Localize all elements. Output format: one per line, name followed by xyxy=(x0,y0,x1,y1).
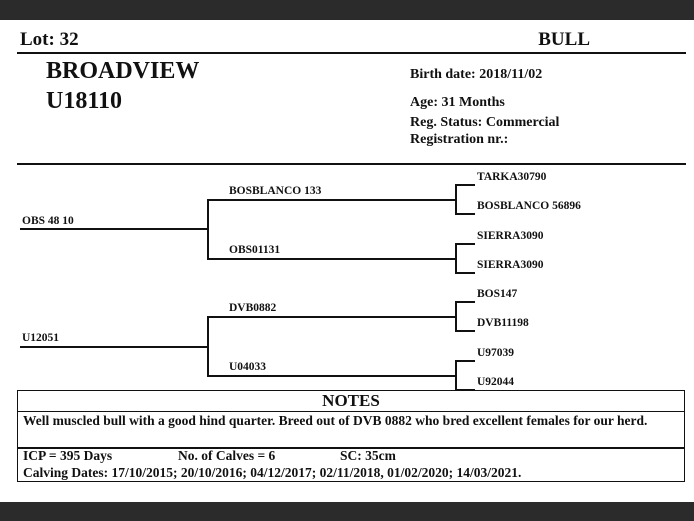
animal-type: BULL xyxy=(538,29,590,50)
gg-stub xyxy=(455,213,475,215)
dd-line xyxy=(207,375,456,377)
pedigree-divider xyxy=(17,163,686,165)
ggen-name: TARKA30790 xyxy=(477,171,547,183)
ggen-name: U97039 xyxy=(477,347,515,359)
ggen-name: DVB11198 xyxy=(477,317,529,329)
gg-stub xyxy=(455,272,475,274)
sire-bracket xyxy=(207,199,209,259)
ss-line xyxy=(207,199,456,201)
animal-id: U18110 xyxy=(46,88,123,114)
dam-bracket xyxy=(207,316,209,376)
ss-bracket xyxy=(455,184,457,214)
ds-line xyxy=(207,316,456,318)
gg-stub xyxy=(455,301,475,303)
age: Age: 31 Months xyxy=(410,95,505,110)
sale-lot-card xyxy=(0,20,694,502)
gg-stub xyxy=(455,360,475,362)
sire-name: OBS 48 10 xyxy=(22,215,74,227)
sire-dam-name: OBS01131 xyxy=(229,244,281,256)
gg-stub xyxy=(455,330,475,332)
lot-number xyxy=(20,29,79,51)
ggen-name: U92044 xyxy=(477,376,515,388)
dam-name: U12051 xyxy=(22,332,60,344)
ds-bracket xyxy=(455,301,457,331)
calving-dates: Calving Dates: 17/10/2015; 20/10/2016; 04/12/2017; 02/11/2018, 01/02/2020; 14/03/2021. xyxy=(23,465,522,480)
header-divider xyxy=(17,52,686,54)
dam-sire-name: DVB0882 xyxy=(229,302,277,314)
reg-status: Reg. Status: Commercial xyxy=(410,115,560,130)
dd-bracket xyxy=(455,360,457,390)
notes-title: NOTES xyxy=(18,391,684,412)
ggen-name: BOS147 xyxy=(477,288,518,300)
dam-line xyxy=(20,346,208,348)
ggen-name: BOSBLANCO 56896 xyxy=(477,200,581,212)
sire-line xyxy=(20,228,208,230)
sd-bracket xyxy=(455,243,457,273)
notes-text: Well muscled bull with a good hind quarter. Breed out of DVB 0882 who bred excellent females for our herd. xyxy=(23,413,648,428)
gg-stub xyxy=(455,184,475,186)
notes-panel xyxy=(17,390,685,482)
birth-date: Birth date: 2018/11/02 xyxy=(410,67,543,82)
lot-value: 32 xyxy=(59,29,79,50)
calf-count: No. of Calves = 6 xyxy=(178,448,276,463)
ggen-name: SIERRA3090 xyxy=(477,230,544,242)
registration-number: Registration nr.: xyxy=(410,132,509,147)
lot-label: Lot: xyxy=(20,29,55,50)
animal-name: BROADVIEW xyxy=(46,58,200,84)
sd-line xyxy=(207,258,456,260)
dam-dam-name: U04033 xyxy=(229,361,267,373)
gg-stub xyxy=(455,243,475,245)
scrotal-circumference: SC: 35cm xyxy=(340,448,396,463)
icp: ICP = 395 Days xyxy=(23,448,113,463)
ggen-name: SIERRA3090 xyxy=(477,259,544,271)
sire-sire-name: BOSBLANCO 133 xyxy=(229,185,322,197)
